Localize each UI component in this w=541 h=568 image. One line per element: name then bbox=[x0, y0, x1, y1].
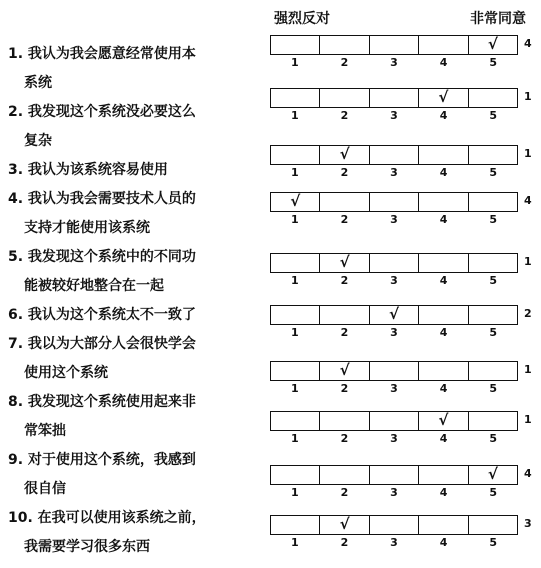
scale-number: 5 bbox=[489, 109, 497, 122]
scale-number: 2 bbox=[340, 432, 349, 445]
check-mark-icon: √ bbox=[389, 305, 400, 323]
rating-box-4[interactable] bbox=[419, 89, 468, 107]
rating-box-4[interactable] bbox=[419, 412, 468, 430]
statement-text: 复杂 bbox=[24, 133, 52, 149]
scale-number: 3 bbox=[390, 166, 398, 179]
rating-box-3[interactable] bbox=[370, 254, 419, 272]
rating-box-1[interactable] bbox=[271, 412, 320, 430]
statement-text: 支持才能使用该系统 bbox=[24, 220, 150, 236]
scale-number: 5 bbox=[489, 213, 497, 226]
scale-number: 3 bbox=[390, 432, 398, 445]
scale-number: 1 bbox=[290, 109, 299, 122]
scale-numbers bbox=[270, 326, 518, 339]
scale-number: 1 bbox=[290, 382, 299, 395]
rating-box-2[interactable] bbox=[320, 36, 369, 54]
rating-box-4[interactable] bbox=[419, 36, 468, 54]
scale-number: 4 bbox=[439, 274, 448, 287]
check-mark-icon: √ bbox=[290, 192, 301, 210]
rating-scale bbox=[270, 411, 538, 451]
scale-number: 1 bbox=[290, 432, 299, 445]
scale-number: 5 bbox=[489, 486, 497, 499]
rating-box-3[interactable] bbox=[370, 466, 419, 484]
check-mark-icon: √ bbox=[487, 465, 498, 483]
scale-number: 2 bbox=[340, 486, 349, 499]
statement-3 bbox=[8, 156, 270, 185]
rating-scale bbox=[270, 253, 538, 293]
rating-scale bbox=[270, 465, 538, 505]
scale-numbers bbox=[270, 382, 518, 395]
scale-number: 4 bbox=[439, 486, 448, 499]
scale-number: 3 bbox=[390, 213, 398, 226]
item-score: 4 bbox=[524, 467, 532, 480]
statement-text: 常笨拙 bbox=[24, 423, 66, 439]
rating-scale bbox=[270, 192, 538, 232]
scale-number: 2 bbox=[340, 536, 349, 549]
scale-number: 2 bbox=[340, 326, 349, 339]
rating-scale bbox=[270, 515, 538, 555]
rating-box-5[interactable] bbox=[469, 193, 517, 211]
rating-box-2[interactable] bbox=[320, 412, 369, 430]
scale-numbers bbox=[270, 432, 518, 445]
scale-numbers bbox=[270, 274, 518, 287]
rating-box-3[interactable] bbox=[370, 362, 419, 380]
strongly-agree-label: 非常同意 bbox=[470, 11, 526, 27]
statement-text: 6. 我认为这个系统太不一致了 bbox=[8, 307, 196, 323]
statement-10 bbox=[8, 504, 270, 562]
statement-4 bbox=[8, 185, 270, 243]
check-mark-icon: √ bbox=[438, 88, 449, 106]
rating-box-5[interactable] bbox=[469, 89, 517, 107]
rating-boxes bbox=[270, 305, 518, 325]
statement-text: 我需要学习很多东西 bbox=[24, 539, 150, 555]
scale-number: 2 bbox=[340, 166, 349, 179]
scale-number: 1 bbox=[290, 486, 299, 499]
rating-scale bbox=[270, 35, 538, 75]
rating-boxes bbox=[270, 515, 518, 535]
statement-text: 7. 我以为大部分人会很快学会 bbox=[8, 336, 196, 352]
statement-text: 1. 我认为我会愿意经常使用本 bbox=[8, 46, 196, 62]
rating-box-1[interactable] bbox=[271, 146, 320, 164]
rating-boxes bbox=[270, 411, 518, 431]
scale-number: 2 bbox=[340, 382, 349, 395]
item-score: 1 bbox=[524, 255, 532, 268]
rating-box-4[interactable] bbox=[419, 362, 468, 380]
scale-number: 1 bbox=[290, 166, 299, 179]
scale-number: 4 bbox=[439, 56, 448, 69]
rating-box-5[interactable] bbox=[469, 362, 517, 380]
scale-number: 4 bbox=[439, 213, 448, 226]
scale-numbers bbox=[270, 166, 518, 179]
statement-8 bbox=[8, 388, 270, 446]
check-mark-icon: √ bbox=[339, 253, 350, 271]
statement-text: 5. 我发现这个系统中的不同功 bbox=[8, 249, 196, 265]
rating-boxes bbox=[270, 145, 518, 165]
item-score: 3 bbox=[524, 517, 532, 530]
scale-number: 3 bbox=[390, 382, 398, 395]
statement-text: 8. 我发现这个系统使用起来非 bbox=[8, 394, 196, 410]
check-mark-icon: √ bbox=[339, 515, 350, 533]
rating-box-4[interactable] bbox=[419, 306, 468, 324]
rating-box-5[interactable] bbox=[469, 412, 517, 430]
statement-6 bbox=[8, 301, 270, 330]
rating-scale bbox=[270, 305, 538, 345]
rating-box-4[interactable] bbox=[419, 254, 468, 272]
rating-box-3[interactable] bbox=[370, 516, 419, 534]
rating-box-3[interactable] bbox=[370, 306, 419, 324]
statement-text: 10. 在我可以使用该系统之前， bbox=[8, 510, 206, 526]
rating-box-5[interactable] bbox=[469, 146, 517, 164]
rating-box-3[interactable] bbox=[370, 36, 419, 54]
statement-2 bbox=[8, 98, 270, 156]
statement-text: 9. 对于使用这个系统，我感到 bbox=[8, 452, 196, 468]
scale-number: 1 bbox=[290, 326, 299, 339]
scale-number: 1 bbox=[290, 56, 299, 69]
scale-number: 3 bbox=[390, 56, 398, 69]
scale-number: 5 bbox=[489, 274, 497, 287]
item-score: 1 bbox=[524, 90, 532, 103]
rating-box-3[interactable] bbox=[370, 89, 419, 107]
rating-boxes bbox=[270, 361, 518, 381]
scale-number: 4 bbox=[439, 432, 448, 445]
rating-box-5[interactable] bbox=[469, 466, 517, 484]
rating-box-3[interactable] bbox=[370, 146, 419, 164]
scale-numbers bbox=[270, 213, 518, 226]
check-mark-icon: √ bbox=[487, 35, 498, 53]
rating-box-3[interactable] bbox=[370, 412, 419, 430]
rating-box-1[interactable] bbox=[271, 466, 320, 484]
scale-number: 3 bbox=[390, 536, 398, 549]
scale-number: 5 bbox=[489, 382, 497, 395]
check-mark-icon: √ bbox=[339, 145, 350, 163]
scale-number: 1 bbox=[290, 274, 299, 287]
rating-box-1[interactable] bbox=[271, 362, 320, 380]
rating-boxes bbox=[270, 88, 518, 108]
scale-number: 2 bbox=[340, 274, 349, 287]
rating-boxes bbox=[270, 465, 518, 485]
item-score: 4 bbox=[524, 194, 532, 207]
statement-text: 能被较好地整合在一起 bbox=[24, 278, 164, 294]
rating-box-2[interactable] bbox=[320, 89, 369, 107]
scale-number: 3 bbox=[390, 109, 398, 122]
rating-box-2[interactable] bbox=[320, 306, 369, 324]
item-score: 1 bbox=[524, 363, 532, 376]
item-score: 1 bbox=[524, 147, 532, 160]
scale-number: 5 bbox=[489, 326, 497, 339]
statement-text: 2. 我发现这个系统没必要这么 bbox=[8, 104, 196, 120]
rating-box-4[interactable] bbox=[419, 466, 468, 484]
scale-number: 3 bbox=[390, 486, 398, 499]
scale-number: 1 bbox=[290, 213, 299, 226]
item-score: 1 bbox=[524, 413, 532, 426]
scale-numbers bbox=[270, 536, 518, 549]
scale-number: 4 bbox=[439, 326, 448, 339]
rating-box-5[interactable] bbox=[469, 516, 517, 534]
scale-number: 1 bbox=[290, 536, 299, 549]
rating-box-2[interactable] bbox=[320, 466, 369, 484]
check-mark-icon: √ bbox=[339, 361, 350, 379]
scale-number: 4 bbox=[439, 382, 448, 395]
rating-box-5[interactable] bbox=[469, 36, 517, 54]
scale-number: 5 bbox=[489, 432, 497, 445]
scale-number: 2 bbox=[340, 109, 349, 122]
statement-9 bbox=[8, 446, 270, 504]
scale-number: 4 bbox=[439, 536, 448, 549]
statement-7 bbox=[8, 330, 270, 388]
statement-text: 4. 我认为我会需要技术人员的 bbox=[8, 191, 196, 207]
statement-text: 系统 bbox=[24, 75, 52, 91]
rating-box-4[interactable] bbox=[419, 146, 468, 164]
scale-numbers bbox=[270, 56, 518, 69]
scale-numbers bbox=[270, 486, 518, 499]
scale-number: 4 bbox=[439, 109, 448, 122]
statement-text: 很自信 bbox=[24, 481, 66, 497]
scale-number: 3 bbox=[390, 274, 398, 287]
statement-text: 3. 我认为该系统容易使用 bbox=[8, 162, 168, 178]
rating-box-2[interactable] bbox=[320, 146, 369, 164]
scale-number: 4 bbox=[439, 166, 448, 179]
rating-scale bbox=[270, 145, 538, 185]
scale-number: 2 bbox=[340, 56, 349, 69]
rating-box-4[interactable] bbox=[419, 193, 468, 211]
rating-box-5[interactable] bbox=[469, 306, 517, 324]
item-score: 4 bbox=[524, 37, 532, 50]
rating-box-2[interactable] bbox=[320, 193, 369, 211]
rating-box-3[interactable] bbox=[370, 193, 419, 211]
rating-boxes bbox=[270, 192, 518, 212]
scale-number: 2 bbox=[340, 213, 349, 226]
rating-box-1[interactable] bbox=[271, 306, 320, 324]
rating-box-1[interactable] bbox=[271, 254, 320, 272]
statement-5 bbox=[8, 243, 270, 301]
item-score: 2 bbox=[524, 307, 532, 320]
rating-boxes bbox=[270, 253, 518, 273]
check-mark-icon: √ bbox=[438, 411, 449, 429]
statement-text: 使用这个系统 bbox=[24, 365, 108, 381]
rating-box-1[interactable] bbox=[271, 36, 320, 54]
scale-number: 5 bbox=[489, 56, 497, 69]
scale-number: 5 bbox=[489, 536, 497, 549]
rating-box-5[interactable] bbox=[469, 254, 517, 272]
rating-box-4[interactable] bbox=[419, 516, 468, 534]
statement-1 bbox=[8, 40, 270, 98]
rating-scale bbox=[270, 361, 538, 401]
rating-box-2[interactable] bbox=[320, 516, 369, 534]
rating-boxes bbox=[270, 35, 518, 55]
scale-numbers bbox=[270, 109, 518, 122]
rating-box-2[interactable] bbox=[320, 362, 369, 380]
rating-box-1[interactable] bbox=[271, 193, 320, 211]
rating-scale bbox=[270, 88, 538, 128]
scale-number: 3 bbox=[390, 326, 398, 339]
scale-number: 5 bbox=[489, 166, 497, 179]
rating-box-1[interactable] bbox=[271, 89, 320, 107]
strongly-disagree-label: 强烈反对 bbox=[274, 11, 330, 27]
rating-box-1[interactable] bbox=[271, 516, 320, 534]
rating-box-2[interactable] bbox=[320, 254, 369, 272]
